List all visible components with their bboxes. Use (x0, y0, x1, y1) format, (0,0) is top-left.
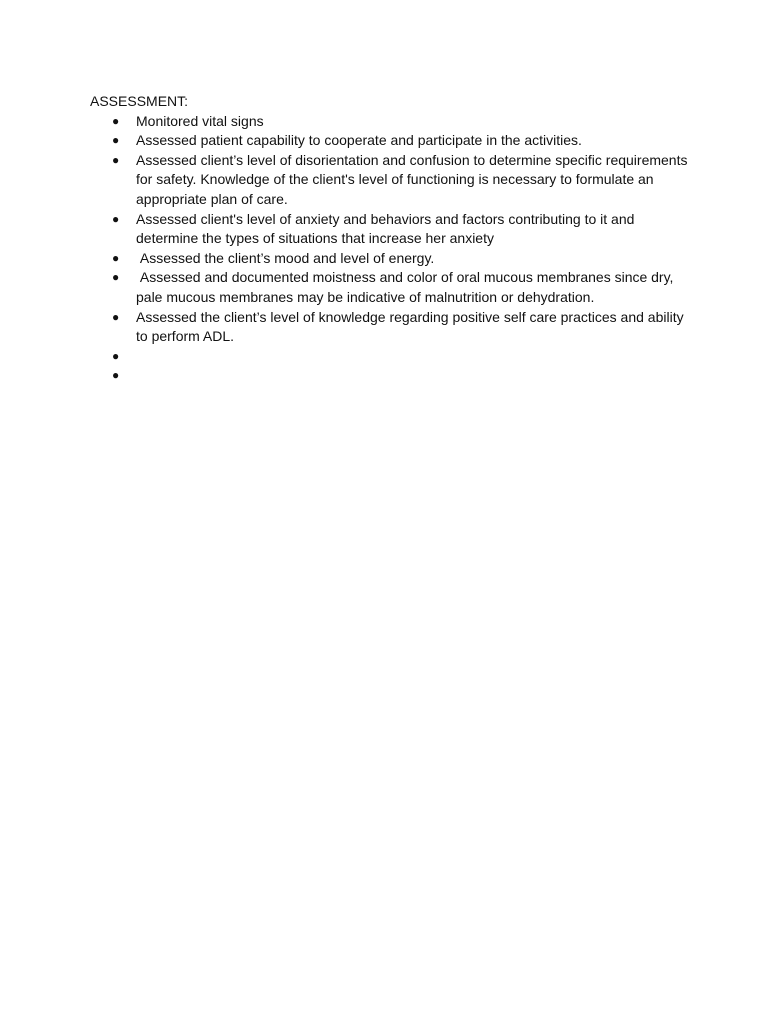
list-item-text: Assessed client’s level of disorientation and confusion to determine specific requirements for safety. Knowledge of the client's level of functioning is necessary to formulate an appropriate plan of care. (136, 151, 692, 207)
list-item-text: Assessed the client’s level of knowledge regarding positive self care practices and ability to perform ADL. (136, 308, 688, 345)
section-heading: ASSESSMENT: (90, 93, 189, 109)
list-item-text: Assessed the client’s mood and level of energy. (136, 249, 435, 266)
bullet-icon: ● (112, 309, 120, 324)
bullet-icon: ● (112, 368, 120, 383)
list-item (90, 366, 690, 386)
list-item (90, 308, 690, 347)
list-item (90, 268, 690, 307)
bullet-icon: ● (112, 152, 120, 167)
bullet-icon: ● (112, 113, 120, 128)
bullet-icon: ● (112, 211, 120, 226)
bullet-icon: ● (112, 270, 120, 285)
list-item-text (136, 347, 690, 367)
bullet-icon: ● (112, 250, 120, 265)
list-item-text: Assessed and documented moistness and color of oral mucous membranes since dry, pale mucous membranes may be indicative of malnutrition or dehydration. (136, 269, 678, 305)
list-item-text (136, 366, 690, 386)
list-item (90, 249, 690, 269)
bullet-icon: ● (112, 348, 120, 363)
list-item (90, 112, 690, 132)
list-item-text: Assessed client's level of anxiety and behaviors and factors contributing to it and determine the types of situations that increase her anxiety (136, 210, 639, 247)
bullet-icon: ● (112, 133, 120, 148)
list-item (90, 151, 690, 210)
list-item (90, 347, 690, 367)
list-item-text: Monitored vital signs (136, 112, 264, 129)
list-item (90, 131, 690, 151)
assessment-list (90, 112, 690, 386)
document-body (90, 92, 690, 386)
list-item (90, 210, 690, 249)
list-item-text: Assessed patient capability to cooperate and participate in the activities. (136, 132, 582, 149)
